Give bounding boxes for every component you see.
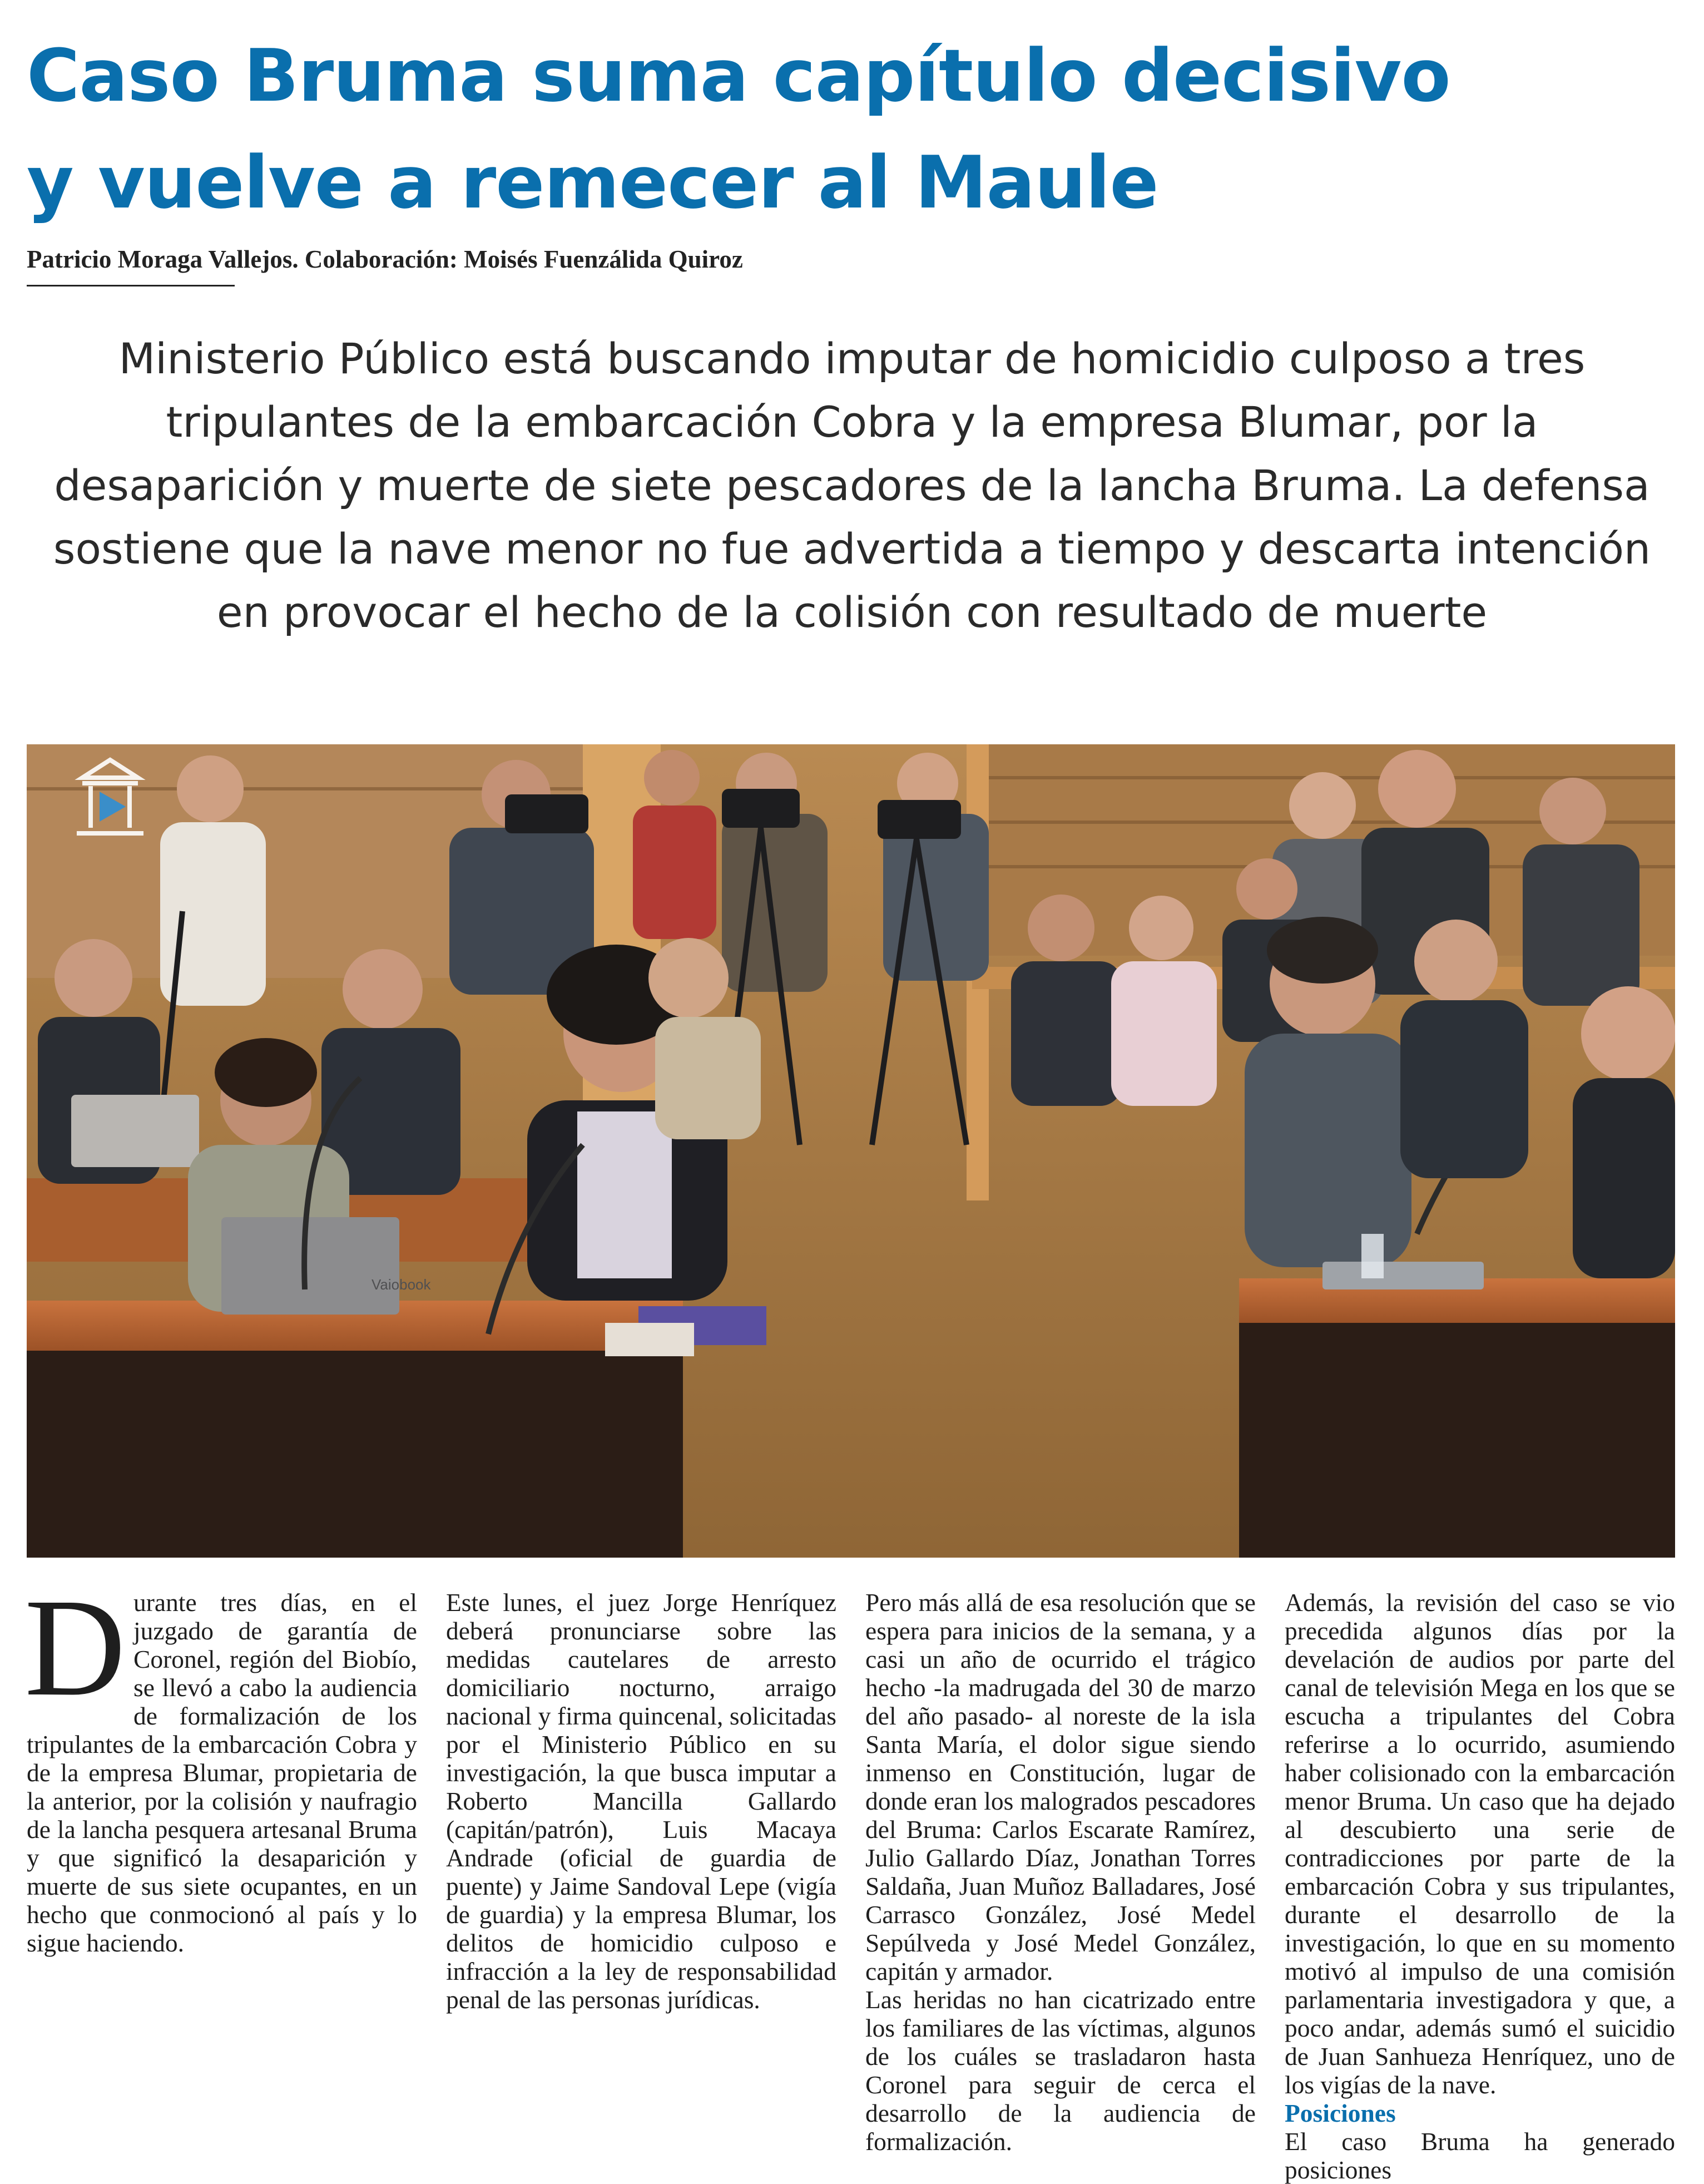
article-column-1 — [24, 1569, 417, 1957]
headline-line-2: y vuelve a remecer al Maule — [27, 140, 1158, 225]
paragraph-4: Las heridas no han cicatrizado entre los familiares de las víctimas, algunos de los cuáles se trasladaron hasta Coronel para seguir de cerca el desarrollo de la audiencia de formalización. — [865, 1985, 1256, 2156]
article-body — [24, 1569, 1675, 2184]
byline: Patricio Moraga Vallejos. Colaboración: Moisés Fuenzálida Quiroz — [27, 245, 743, 273]
paragraph-2: Este lunes, el juez Jorge Henríquez deberá pronunciarse sobre las medidas cautelares de arresto domiciliario nocturno, arraigo nacional y firma quincenal, solicitadas por el Ministerio Público en su investigación, la que busca imputar a Roberto Mancilla Gallardo (capitán/patrón), Luis Macaya Andrade (oficial de guardia de puente) y Jaime Sandoval Lepe (vigía de guardia) y la empresa Blumar, los delitos de homicidio culposo e infracción a la ley de responsabilidad penal de las personas jurídicas. — [446, 1588, 836, 2014]
article-column-2 — [446, 1588, 836, 2014]
article-column-3 — [865, 1588, 1256, 2156]
headline-line-1: Caso Bruma suma capítulo decisivo — [27, 33, 1450, 118]
article-deck: Ministerio Público está buscando imputar de homicidio culposo a tres tripulantes de la embarcación Cobra y la empresa Blumar, por la desaparición y muerte de siete pescadores de la lancha Bruma. La defensa sostiene que la nave menor no fue advertida a tiempo y descarta intención en provocar el hecho de la colisión con resultado de muerte — [53, 334, 1651, 637]
section-subhead: Posiciones — [1285, 2099, 1396, 2127]
byline-underline — [27, 285, 235, 286]
drop-cap: D — [24, 1569, 126, 1725]
headline — [27, 22, 1684, 236]
courtroom-photo — [27, 744, 1675, 1558]
article-column-4 — [1285, 1588, 1675, 2184]
laptop-brand-label: Vaiobook — [371, 1276, 431, 1293]
paragraph-1: urante tres días, en el juzgado de garantía de Coronel, región del Biobío, se llevó a cabo la audiencia de formalización de los tripulantes de la embarcación Cobra y de la empresa Blumar, propietaria de la anterior, por la colisión y naufragio de la lancha pesquera artesanal Bruma y que significó la desaparición y muerte de sus siete ocupantes, en un hecho que conmocionó al país y lo sigue haciendo. — [27, 1588, 417, 1957]
paragraph-6: El caso Bruma ha generado posiciones — [1285, 2127, 1675, 2184]
paragraph-3: Pero más allá de esa resolución que se espera para inicios de la semana, y a casi un año de ocurrido el trágico hecho -la madrugada del 30 de marzo del año pasado- al noreste de la isla Santa María, el dolor sigue siendo inmenso en Constitución, lugar de donde eran los malogrados pescadores del Bruma: Carlos Escarate Ramírez, Julio Gallardo Díaz, Jonathan Torres Saldaña, Juan Muñoz Balladares, José Carrasco González, José Medel Sepúlveda y José Medel González, capitán y armador. — [865, 1588, 1256, 1985]
paragraph-5: Además, la revisión del caso se vio precedida algunos días por la develación de audios por parte del canal de televisión Mega en los que se escucha a tripulantes del Cobra referirse a lo ocurrido, asumiendo haber colisionado con la embarcación menor Bruma. Un caso que ha dejado al descubierto una serie de contradicciones por parte de la embarcación Cobra y sus tripulantes, durante el desarrollo de la investigación, lo que en su momento motivó al impulso de una comisión parlamentaria investigadora y que, a poco andar, además sumó el suicidio de Juan Sanhueza Henríquez, uno de los vigías de la nave. — [1285, 1588, 1675, 2099]
